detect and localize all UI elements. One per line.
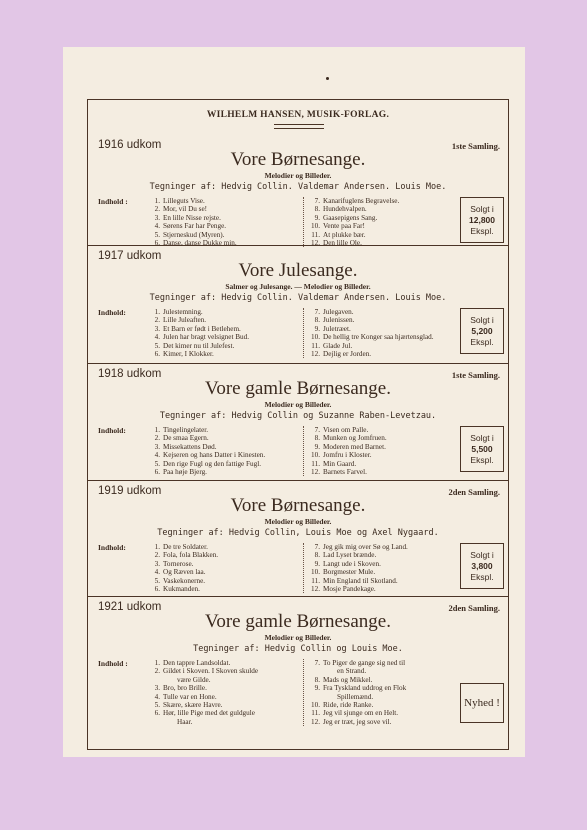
song-title: En lille Nisse rejste. [163,213,221,222]
song-item [148,197,300,205]
nyhed-box [460,683,504,723]
song-number: 6. [154,585,160,594]
song-number: 11. [311,709,320,718]
song-item [308,659,463,667]
song-number: 2. [154,205,160,214]
song-number: 4. [154,333,160,342]
song-number: 7. [314,197,320,205]
song-item [148,443,300,451]
song-title: Moderen med Barnet. [323,442,386,451]
song-title: en Strand. [337,667,367,676]
book-subtitle: Melodier og Billeder. [264,400,332,409]
song-title: Den lille Ole. [323,239,362,248]
song-item [308,543,463,551]
sales-label: Solgt i [470,549,494,560]
illustrators-line: Tegninger af: Hedvig Collin. Valdemar Andersen. Louis Moe. [149,293,447,303]
song-number: 8. [314,551,320,560]
song-number: 1. [154,659,160,667]
book-section [88,597,508,751]
song-title: Juletræet. [323,324,351,333]
song-item [148,426,300,434]
song-item [148,468,300,476]
sales-label: Solgt i [470,314,494,325]
song-item [148,568,300,576]
song-title: Min Gaard. [323,459,357,468]
song-number: 1. [154,543,160,551]
song-number: 3. [154,559,160,568]
sales-unit: Ekspl. [470,454,494,465]
song-title: Julestemning. [163,308,203,316]
publication-year: 1918 udkom [98,368,162,380]
song-title: Fola, fola Blakken. [163,551,219,560]
collection-number: 1ste Samling. [451,370,500,380]
song-item [148,316,300,324]
song-title: Haar. [177,717,193,726]
song-number: 6. [154,709,160,718]
song-item [308,718,463,726]
sales-box [460,543,504,589]
contents-column-left [148,659,300,726]
song-number: 5. [154,230,160,239]
song-title: Tornerose. [163,559,194,568]
song-item [308,197,463,205]
contents-column-left [148,308,300,358]
book-title: Vore gamle Børnesange. [205,611,391,632]
song-title: Kukmanden. [163,585,200,594]
song-item [148,205,300,213]
song-item [308,560,463,568]
contents-column-right [303,197,463,247]
song-title: Mor, vil Du se! [163,205,208,214]
song-title: Kanarifuglens Begravelse. [323,197,400,205]
catalog-page [63,47,525,757]
contents-column-right [303,659,463,726]
song-number: 5. [154,576,160,585]
song-title: Tingelingelater. [163,426,209,434]
song-item [308,426,463,434]
book-subtitle: Melodier og Billeder. [264,633,332,642]
song-number: 7. [314,426,320,434]
song-number: 2. [154,316,160,325]
song-item [148,325,300,333]
song-item [308,577,463,585]
song-number: 3. [154,213,160,222]
song-item [308,551,463,559]
song-number: 3. [154,442,160,451]
song-title: Julen har bragt velsignet Bud. [163,333,250,342]
song-item [308,468,463,476]
song-item [148,222,300,230]
song-number: 9. [314,442,320,451]
song-number [308,667,323,675]
song-title: Gildet i Skoven. I Skoven skulde [163,667,259,676]
song-number: 1. [154,426,160,434]
collection-number: 2den Samling. [448,603,500,613]
illustrators-line: Tegninger af: Hedvig Collin og Louis Moe. [193,644,403,654]
song-title: De smaa Egern. [163,434,209,443]
song-title: Mads og Mikkel. [323,675,373,684]
song-title: Borgmester Mule. [323,568,376,577]
song-item [148,585,300,593]
song-item [308,231,463,239]
song-title: Kimer, I Klokker. [163,350,214,359]
song-item [308,325,463,333]
song-item [148,693,300,701]
song-item [308,585,463,593]
song-item [308,709,463,717]
song-item [148,676,300,684]
song-number: 11. [311,576,320,585]
song-title: Lad Lyset brænde. [323,551,377,560]
song-number: 12. [311,468,320,477]
song-item [148,451,300,459]
song-item [148,577,300,585]
song-item [308,214,463,222]
song-item [148,709,300,717]
illustrators-line: Tegninger af: Hedvig Collin. Valdemar Andersen. Louis Moe. [149,182,447,192]
song-item [148,560,300,568]
song-number: 11. [311,230,320,239]
song-number: 5. [154,459,160,468]
song-title: Stjerneskud (Myren). [163,230,225,239]
song-title: Missekattens Død. [163,442,217,451]
song-number: 7. [314,308,320,316]
song-title: Jeg er træt, jeg sove vil. [323,717,392,726]
sales-amount: 5,200 [471,325,493,336]
song-title: De hellig tre Konger saa hjærtensglad. [323,333,434,342]
song-title: Vente paa Far! [323,222,365,231]
song-number: 6. [154,350,160,359]
contents-column-right [303,426,463,476]
book-subtitle: Melodier og Billeder. [264,517,332,526]
contents-column-right [303,308,463,358]
song-number: 9. [314,213,320,222]
song-number: 12. [311,350,320,359]
song-number: 12. [311,239,320,248]
song-number: 9. [314,684,320,693]
song-title: Lille Juleaften. [163,316,207,325]
song-title: Tulle var en Hone. [163,692,217,701]
song-item [148,667,300,675]
song-number: 10. [311,222,320,231]
book-title: Vore Børnesange. [230,495,366,516]
contents-column-left [148,426,300,476]
song-item [148,333,300,341]
song-number: 10. [311,568,320,577]
sales-amount: 3,800 [471,560,493,571]
song-item [308,676,463,684]
song-item [148,214,300,222]
song-title: Det kimer nu til Julefest. [163,341,235,350]
song-item [148,342,300,350]
sales-unit: Ekspl. [470,336,494,347]
song-item [308,451,463,459]
song-item [148,684,300,692]
song-title: Gaasepigens Sang. [323,213,378,222]
song-item [308,342,463,350]
contents-column-left [148,197,300,247]
publisher-heading: WILHELM HANSEN, MUSIK-FORLAG. [206,110,390,120]
contents-column-right [303,543,463,593]
song-item [308,434,463,442]
song-title: Jomfru i Kloster. [323,451,372,460]
ink-dot [326,77,329,80]
contents-label: Indhold: [98,308,126,317]
song-title: Min England til Skotland. [323,576,398,585]
song-title: Dejlig er Jorden. [323,350,372,359]
song-number: 9. [314,559,320,568]
song-item [308,460,463,468]
song-title: Jeg vil sjunge om en Helt. [323,709,399,718]
song-title: Glade Jul. [323,341,353,350]
book-section [88,364,508,481]
song-number: 8. [314,316,320,325]
song-number: 10. [311,451,320,460]
song-title: De tre Soldater. [163,543,208,551]
song-number: 7. [314,659,320,667]
sales-amount: 12,800 [469,214,495,225]
song-title: Fra Tyskland uddrog en Flok [323,684,407,693]
song-number: 10. [311,333,320,342]
song-title: Munken og Jomfruen. [323,434,387,443]
publication-year: 1917 udkom [98,250,162,262]
song-item [308,222,463,230]
ornament-rule [274,124,324,129]
song-number: 8. [314,205,320,214]
contents-label: Indhold: [98,426,126,435]
song-title: Skære, skære Havre. [163,701,223,710]
sales-box [460,197,504,243]
song-number: 6. [154,239,160,248]
song-title: Hundehvalpen. [323,205,367,214]
song-title: Kejseren og hans Datter i Kinesten. [163,451,266,460]
song-title: Spillemænd. [337,692,374,701]
song-item [148,350,300,358]
book-subtitle: Melodier og Billeder. [264,171,332,180]
song-number: 5. [154,341,160,350]
song-item [148,718,300,726]
collection-number: 1ste Samling. [451,141,500,151]
sales-unit: Ekspl. [470,571,494,582]
sales-unit: Ekspl. [470,225,494,236]
song-item [148,701,300,709]
song-item [308,443,463,451]
song-item [308,350,463,358]
song-number: 11. [311,341,320,350]
song-number: 5. [154,701,160,710]
illustrators-line: Tegninger af: Hedvig Collin og Suzanne Raben-Levetzau. [159,411,437,421]
song-number: 8. [314,675,320,684]
sales-box [460,308,504,354]
song-title: være Gilde. [177,675,211,684]
song-number: 4. [154,451,160,460]
song-number: 4. [154,568,160,577]
contents-label: Indhold : [98,197,128,206]
song-number: 11. [311,459,320,468]
book-subtitle: Salmer og Julesange. — Melodier og Billeder. [225,282,371,291]
song-number: 3. [154,684,160,693]
song-number: 12. [311,717,320,726]
sales-label: Solgt i [470,203,494,214]
song-item [148,434,300,442]
song-title: Lilleguts Vise. [163,197,205,205]
book-section [88,246,508,364]
song-number [148,718,163,726]
song-number: 2. [154,667,160,676]
song-title: Paa høje Bjerg. [163,468,207,477]
song-title: Julenissen. [323,316,355,325]
song-item [308,308,463,316]
contents-label: Indhold: [98,543,126,552]
song-item [308,693,463,701]
book-title: Vore Børnesange. [230,149,366,170]
song-item [308,333,463,341]
song-title: At plukke bær. [323,230,366,239]
song-item [308,316,463,324]
song-title: Et Barn er født i Betlehem. [163,324,241,333]
song-title: Danse, danse Dukke min. [163,239,237,248]
sales-label: Solgt i [470,432,494,443]
song-title: Den tappre Landsoldat. [163,659,231,667]
song-number: 12. [311,585,320,594]
song-number: 9. [314,324,320,333]
song-item [148,460,300,468]
song-number [308,693,323,701]
song-title: Vaskekonerne. [163,576,206,585]
contents-label: Indhold : [98,659,128,668]
song-number: 3. [154,324,160,333]
song-title: Den rige Fugl og den fattige Fugl. [163,459,262,468]
song-number: 1. [154,308,160,316]
song-title: Langt ude i Skoven. [323,559,381,568]
song-title: Og Ræven laa. [163,568,206,577]
song-number [148,676,163,684]
sales-box [460,426,504,472]
song-title: Mosje Pandekage. [323,585,376,594]
catalog-frame [87,99,509,750]
song-title: Jeg gik mig over Sø og Land. [323,543,408,551]
song-number: 6. [154,468,160,477]
book-title: Vore gamle Børnesange. [205,378,391,399]
song-item [308,701,463,709]
book-section [88,135,508,246]
collection-number: 2den Samling. [448,487,500,497]
song-item [148,543,300,551]
song-number: 10. [311,701,320,710]
song-title: Bro, bro Brille. [163,684,207,693]
song-title: Barnets Farvel. [323,468,367,477]
song-number: 2. [154,551,160,560]
song-item [148,551,300,559]
song-number: 2. [154,434,160,443]
song-item [308,667,463,675]
song-item [308,568,463,576]
contents-column-left [148,543,300,593]
song-item [148,231,300,239]
publication-year: 1919 udkom [98,485,162,497]
song-item [148,308,300,316]
song-item [148,659,300,667]
song-title: Visen om Palle. [323,426,369,434]
publication-year: 1916 udkom [98,139,162,151]
song-title: Hør, lille Pige med det guldgule [163,709,255,718]
song-title: Ride, ride Ranke. [323,701,374,710]
publication-year: 1921 udkom [98,601,162,613]
song-item [308,684,463,692]
illustrators-line: Tegninger af: Hedvig Collin, Louis Moe og Axel Nygaard. [157,528,439,538]
song-title: To Piger de gange sig ned til [323,659,406,667]
sales-amount: 5,500 [471,443,493,454]
song-number: 8. [314,434,320,443]
song-number: 1. [154,197,160,205]
song-title: Julegaven. [323,308,354,316]
song-title: Sørens Far har Penge. [163,222,227,231]
song-number: 4. [154,222,160,231]
book-section [88,481,508,597]
song-number: 4. [154,692,160,701]
nyhed-label: Nyhed ! [464,696,500,709]
song-item [308,205,463,213]
song-number: 7. [314,543,320,551]
book-title: Vore Julesange. [238,260,358,281]
